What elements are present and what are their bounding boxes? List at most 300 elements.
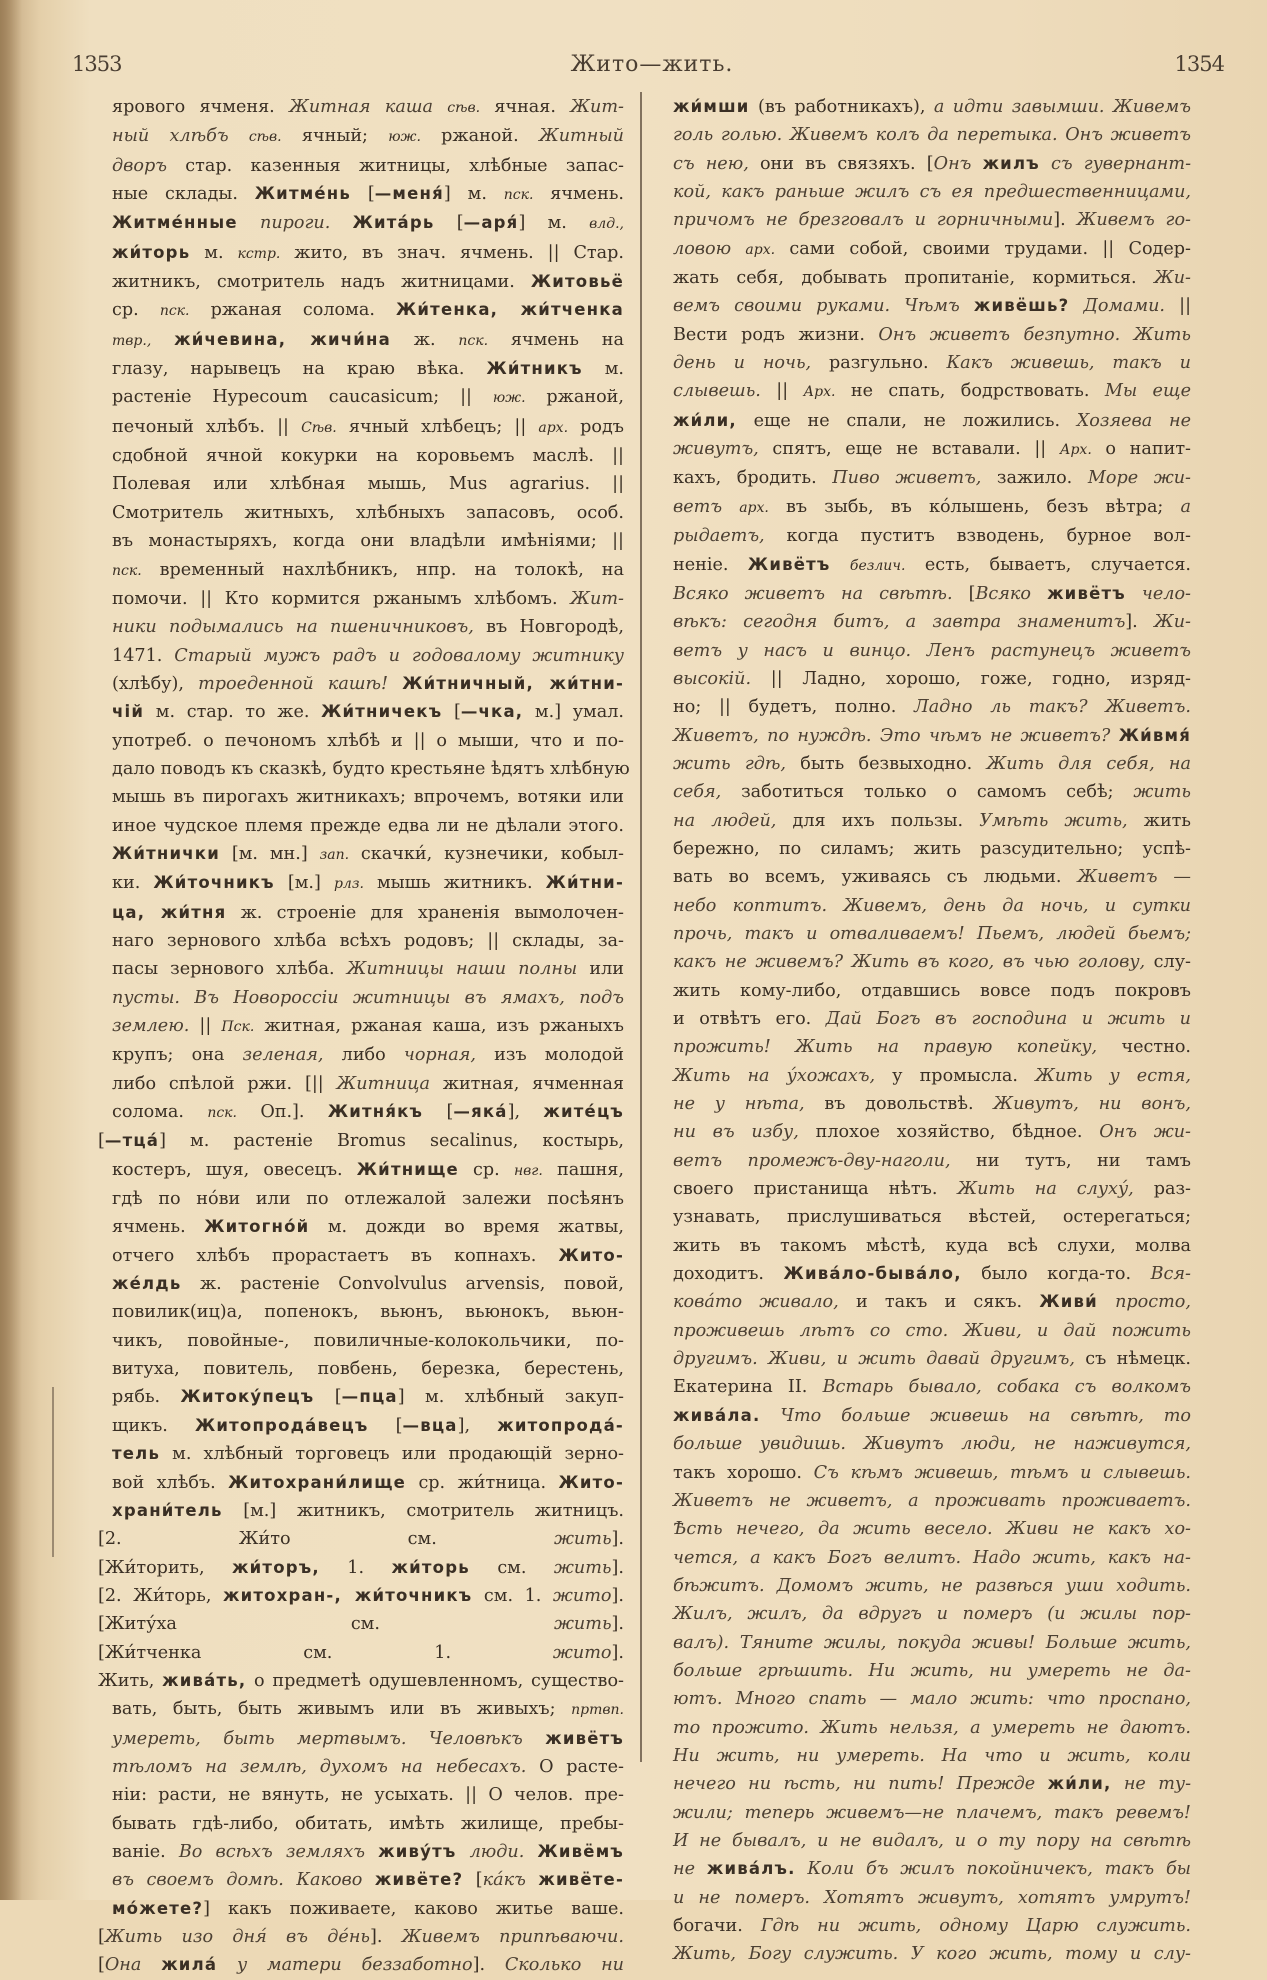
example-text: ветъ <box>673 496 723 517</box>
text-line <box>112 326 624 355</box>
text-line <box>673 637 1191 665</box>
definition-text: ] м. растеніе Bromus secalinus, костырь, <box>159 1131 624 1152</box>
headword: Житоку́пецъ <box>180 1387 315 1407</box>
definition-text: ] м. <box>443 184 504 205</box>
definition-text: зажило. <box>981 468 1088 489</box>
example-text: Жить изо дня́ въ де́нь <box>104 1927 371 1947</box>
left-column <box>98 93 630 1980</box>
example-text: нечего ни ѣсть, ни пить! Прежде <box>673 1774 1036 1795</box>
definition-text: пашня, <box>542 1159 624 1180</box>
definition-text: либо спѣлой ржи. [|| <box>112 1073 337 1094</box>
text-line <box>112 1156 624 1185</box>
text-line <box>112 927 624 955</box>
definition-text: не спать, бодрствовать. <box>835 381 1105 402</box>
example-text: небо коптитъ. Живемъ, день да ночь, и сутки <box>673 895 1191 916</box>
text-line <box>673 1260 1191 1288</box>
definition-text <box>1098 1292 1115 1312</box>
headword: жи́чевина, жичи́на <box>174 329 391 349</box>
region-abbrev: влд., <box>589 216 624 233</box>
text-line <box>98 1923 624 1951</box>
text-line <box>98 1951 624 1979</box>
headword: чій <box>112 702 145 722</box>
text-line <box>112 1695 624 1724</box>
definition-text <box>523 1729 545 1749</box>
text-line <box>112 1866 624 1894</box>
definition-text: 1. <box>319 1557 392 1578</box>
text-line <box>112 239 624 268</box>
definition-text: узнавать, прислушиваться вѣстей, остерегаться; <box>673 1207 1191 1228</box>
region-abbrev: пск. <box>159 303 190 320</box>
definition-text: ж. растеніе Convolvulus arvensis, повой, <box>181 1274 624 1295</box>
definition-text: ки. <box>112 873 154 894</box>
text-line <box>112 122 624 151</box>
definition-text: въ довольствѣ. <box>804 1094 994 1115</box>
text-line <box>673 1657 1191 1685</box>
headword: живёте- <box>538 1870 624 1890</box>
text-line <box>112 209 624 238</box>
text-line <box>673 1742 1191 1770</box>
definition-text: вать во всемъ, уживаясь съ людьми. <box>673 867 1078 888</box>
headword: Жито- <box>558 1472 624 1492</box>
example-text: кой, какъ раньше жилъ съ ея предшественницами, <box>673 182 1191 203</box>
example-text: бѣжитъ. Домомъ жить, не развѣся уши ходить. <box>673 1575 1191 1596</box>
example-text: Хозяева не <box>1076 410 1191 431</box>
example-text: проживешь лѣтъ со сто. Живи, и дай пожить <box>673 1320 1191 1341</box>
definition-text <box>362 1870 375 1890</box>
example-text: люди. <box>469 1841 525 1862</box>
example-text: рыдаетъ, <box>673 526 765 547</box>
text-line <box>673 863 1191 891</box>
definition-text <box>731 239 745 259</box>
page-number-left: 1353 <box>72 52 122 76</box>
region-abbrev: кстр. <box>237 245 281 262</box>
text-line <box>673 435 1191 464</box>
headword: жи́ли, <box>673 410 737 430</box>
definition-text: съ нѣмецк. <box>1074 1349 1192 1370</box>
definition-text: ср. жи́тница. <box>406 1472 559 1493</box>
example-text: ютъ. Много спать — мало жить: что проспано, <box>673 1689 1191 1710</box>
example-text: прожить! Жить на правую копейку, <box>673 1037 1098 1058</box>
definition-text: и такъ и сякъ. <box>838 1292 1040 1313</box>
text-line <box>673 1203 1191 1231</box>
definition-text: ячная. <box>480 97 571 117</box>
example-text: жить <box>553 1614 612 1635</box>
region-abbrev: безлич. <box>849 557 906 574</box>
definition-text <box>330 213 352 233</box>
example-text: Ни жить, ни умереть. На что и жить, коли <box>673 1745 1191 1766</box>
definition-text: быть безвыходно. <box>786 753 987 774</box>
definition-text: заботиться только о самомъ себѣ; <box>721 782 1134 803</box>
headword: жива́лъ. <box>706 1859 796 1879</box>
page-header <box>72 52 1232 80</box>
region-abbrev: рлз. <box>333 876 364 893</box>
text-line <box>112 268 624 296</box>
definition-text: ни тутъ, ни тамъ <box>950 1150 1191 1171</box>
definition-text: м. стар. то же. <box>144 702 322 723</box>
definition-text: неніе. <box>673 554 748 575</box>
column-divider <box>640 92 642 1762</box>
definition-text: мышь въ пирогахъ житникахъ; впрочемъ, вотяки или <box>112 787 624 808</box>
text-line <box>112 670 624 698</box>
text-line <box>673 1033 1191 1061</box>
definition-text: см. <box>469 1557 554 1578</box>
text-line <box>673 264 1191 292</box>
definition-text <box>388 674 402 694</box>
definition-text: Оп.]. <box>236 1102 328 1123</box>
example-text: чело- <box>1141 583 1191 604</box>
definition-text: ржаная солома. <box>189 300 397 321</box>
example-text: Жи- <box>1153 612 1191 633</box>
definition-text: ніи: расти, не вянуть, не усыхать. || О челов. пре- <box>112 1785 624 1806</box>
definition-text: [м.] житникъ, смотритель житницъ. <box>222 1500 624 1521</box>
headword: —тца́ <box>104 1131 160 1151</box>
headword: живётъ <box>1047 583 1126 603</box>
definition-text: разгульно. <box>811 353 947 374</box>
example-text: дворъ <box>112 155 167 176</box>
text-line <box>112 613 624 641</box>
definition-text: бережно, по силамъ; жить разсудительно; успѣ- <box>673 838 1191 859</box>
definition-text: кахъ, бродить. <box>673 468 833 489</box>
text-line <box>673 1430 1191 1458</box>
example-text: у матери беззаботно <box>236 1955 473 1976</box>
text-line <box>98 1127 624 1155</box>
region-abbrev: Арх. <box>1059 442 1092 459</box>
example-text: Дай Богъ въ господина и жить и <box>825 1009 1191 1029</box>
definition-text: у промысла. <box>875 1065 1036 1086</box>
text-line <box>112 1242 624 1270</box>
example-text: Всяко <box>975 583 1032 604</box>
example-text: а <box>1180 496 1191 517</box>
text-line <box>673 551 1191 580</box>
text-line <box>673 977 1191 1005</box>
definition-text: [ <box>98 1131 105 1152</box>
region-abbrev: арх. <box>739 499 769 516</box>
text-line <box>112 527 624 555</box>
text-line <box>673 1373 1191 1401</box>
example-text: чется, а какъ Богъ велитъ. Надо жить, какъ на- <box>673 1547 1191 1568</box>
definition-text: ные склады. <box>112 184 255 205</box>
headword: живёшь? <box>973 296 1070 316</box>
example-text: пусты. Въ Новороссіи житницы въ ямахъ, подъ <box>112 987 624 1008</box>
region-abbrev: пск. <box>503 187 534 204</box>
definition-text: своего пристанища нѣтъ. <box>673 1179 958 1200</box>
headword: Жи́точникъ <box>153 873 275 893</box>
headword: жи́мши <box>673 97 750 116</box>
region-abbrev: сѣв. <box>248 129 282 146</box>
definition-text: рябь. <box>112 1387 181 1408</box>
text-line <box>112 180 624 209</box>
definition-text: [ <box>952 583 976 604</box>
text-line <box>673 608 1191 636</box>
text-line <box>112 1412 624 1440</box>
example-text: Живемъ припѣваючи. <box>401 1927 624 1947</box>
example-text: И не бывалъ, и не видалъ, и о ту пору на свѣтѣ <box>673 1830 1191 1851</box>
text-line <box>112 1725 624 1753</box>
definition-text: богачи. <box>673 1916 761 1936</box>
text-line <box>673 1005 1191 1033</box>
definition-text: растеніе Hypecoum caucasicum; || <box>112 387 493 408</box>
definition-text: [ <box>463 1870 483 1891</box>
definition-text: [ <box>98 1927 105 1947</box>
example-text: Встарь бывало, собака съ волкомъ <box>822 1377 1192 1398</box>
example-text: Сколько ни <box>504 1955 624 1976</box>
definition-text <box>238 213 260 233</box>
headword: жи́торь <box>391 1557 470 1577</box>
definition-text <box>796 1859 808 1879</box>
text-line <box>112 1185 624 1213</box>
definition-text: такъ хорошо. <box>673 1462 814 1483</box>
text-line <box>112 1753 624 1781</box>
definition-text: гдѣ по но́ви или по отлежалой залежи посѣянъ <box>112 1189 624 1210</box>
text-line <box>112 642 624 670</box>
example-text: какъ не живемъ? Жить въ кого, въ чью голову, <box>673 952 1146 973</box>
headword: жи́торь <box>112 242 191 262</box>
definition-text: сдобной ячной кокурки на коровьемъ маслѣ. || <box>112 446 624 467</box>
definition-text: было когда-то. <box>961 1264 1151 1285</box>
text-line <box>98 1610 624 1638</box>
definition-text: плохое хозяйство, бѣдное. <box>798 1122 1100 1143</box>
definition-text: [Житу́ха см. <box>98 1614 554 1635</box>
region-abbrev: Сѣв. <box>301 419 337 436</box>
example-text: Во всѣхъ земляхъ <box>178 1841 365 1862</box>
example-text: Пиво живетъ, <box>832 468 982 489</box>
example-text: Какъ живешь, такъ и <box>946 353 1191 374</box>
page-number-right: 1354 <box>1174 52 1224 76</box>
example-text: больше грѣшить. Ни жить, ни умереть не да- <box>673 1660 1191 1681</box>
example-text: ловою <box>673 238 732 259</box>
headword: мо́жете? <box>112 1898 204 1918</box>
definition-text: помочи. || Кто кормится ржанымъ хлѣбомъ. <box>112 588 571 609</box>
text-line <box>112 869 624 898</box>
text-line <box>673 1799 1191 1827</box>
definition-text: для ихъ пользы. <box>776 810 980 831</box>
text-line <box>112 755 630 783</box>
headword: Житогно́й <box>204 1217 310 1237</box>
text-line <box>673 464 1191 492</box>
definition-text: житная, ячменная <box>429 1073 624 1094</box>
definition-text: доходитъ. <box>673 1264 784 1285</box>
text-line <box>673 778 1191 806</box>
definition-text: житникъ, смотритель надъ житницами. <box>112 272 531 293</box>
text-line <box>112 355 624 383</box>
text-line <box>98 1554 624 1582</box>
definition-text: (хлѣбу), <box>112 673 199 694</box>
example-text: Коли бъ жилъ покойничекъ, такъ бы <box>807 1859 1192 1880</box>
headword: тель <box>112 1444 161 1464</box>
headword: —аря́ <box>463 213 519 233</box>
definition-text: ]. <box>611 1529 624 1550</box>
text-line <box>673 1345 1191 1373</box>
headword: жите́цъ <box>543 1102 624 1122</box>
text-line <box>112 1298 624 1326</box>
headword: Жи́тенка, жи́тченка <box>396 300 624 320</box>
definition-text: Полевая или хлѣбная мышь, Mus agrarius. || <box>112 474 624 495</box>
definition-text: ж. строеніе для храненія вымолочен- <box>226 902 625 923</box>
definition-text: въ зыбь, въ ко́лышень, безъ вѣтра; <box>768 496 1181 517</box>
example-text: троеденной кашѣ! <box>198 673 389 694</box>
example-text: причомъ не брезговалъ и горничными <box>673 210 1054 231</box>
definition-text: въ Новгородѣ, <box>473 617 624 638</box>
example-text: не у нѣта, <box>673 1094 805 1115</box>
region-abbrev: нвг. <box>513 1162 543 1179</box>
text-line <box>112 840 624 869</box>
example-text: Жилъ, жилъ, да вдругъ и померъ (и жилы пор- <box>673 1604 1191 1625</box>
example-text: больше увидишь. Живутъ люди, не наживутся, <box>673 1434 1191 1455</box>
text-line <box>112 296 624 325</box>
example-text: Вся- <box>1150 1264 1191 1285</box>
example-text: Житницы наши полны <box>346 959 578 980</box>
example-text: кова́то живало, <box>673 1292 839 1313</box>
text-line <box>112 1270 624 1298</box>
text-line <box>673 349 1191 377</box>
margin-bracket <box>52 1387 54 1557</box>
definition-text: см. 1. <box>472 1585 553 1606</box>
text-line <box>112 1469 624 1497</box>
example-text: Онъ <box>933 153 972 174</box>
example-text: Живутъ, ни вонъ, <box>993 1094 1191 1115</box>
definition-text: жить <box>1127 810 1191 831</box>
headword: —пца <box>341 1387 398 1407</box>
definition-text: и отвѣтъ его. <box>673 1009 826 1029</box>
definition-text: раз- <box>1133 1179 1192 1200</box>
example-text: зеленая, <box>242 1045 324 1066</box>
example-text: Ладно ль такъ? Живетъ. <box>914 697 1191 718</box>
headword: храни́тель <box>112 1500 223 1520</box>
example-text: Домами. <box>1083 296 1166 317</box>
definition-text: щикъ. <box>112 1415 195 1436</box>
example-text: ветъ промежъ-дву-наголи, <box>673 1150 951 1171</box>
example-text: тѣломъ на землѣ, духомъ на небесахъ. <box>112 1756 527 1777</box>
example-text: вемъ своими руками. Чѣмъ <box>673 296 960 317</box>
definition-text: вать, быть, быть живымъ или въ живыхъ; <box>112 1699 572 1720</box>
definition-text: м. <box>190 242 238 263</box>
region-abbrev: юж. <box>388 129 421 146</box>
example-text: Живетъ не живетъ, а проживать проживаетъ. <box>673 1490 1191 1511</box>
example-text: живутъ, <box>673 439 759 460</box>
text-line <box>673 1317 1191 1345</box>
definition-text: ржаной, <box>525 387 624 408</box>
text-line <box>673 807 1191 835</box>
definition-text: когда пуститъ взводень, бурное вол- <box>764 526 1191 547</box>
definition-text: 1471. <box>112 645 175 666</box>
definition-text: родъ <box>568 416 624 437</box>
text-line <box>112 93 624 122</box>
definition-text <box>456 1842 469 1862</box>
example-text: себя, <box>673 782 722 803</box>
text-line <box>112 1781 624 1809</box>
text-line <box>112 413 624 442</box>
example-text: Онъ живетъ безпутно. Жить <box>878 324 1191 345</box>
definition-text: ж. <box>390 329 459 350</box>
text-line <box>673 522 1191 550</box>
headword: Живёмъ <box>537 1841 624 1861</box>
definition-text: || <box>1165 296 1192 317</box>
definition-text: о предметѣ одушевленномъ, существо- <box>246 1670 624 1691</box>
example-text: пироги. <box>259 213 331 234</box>
example-text: жить гдѣ, <box>673 753 787 774</box>
example-text: прочь, такъ и отваливаемъ! Пьемъ, людей бьемъ; <box>673 923 1191 944</box>
definition-text: еще не спали, не ложились. <box>736 410 1077 431</box>
text-line <box>673 1118 1191 1146</box>
region-abbrev: пртвп. <box>571 1702 624 1719</box>
headword: жива́ла. <box>673 1405 761 1425</box>
example-text: жито <box>552 1642 612 1663</box>
headword: —яка́ <box>453 1102 508 1122</box>
definition-text: ср. <box>458 1159 514 1180</box>
definition-text: Вести родъ жизни. <box>673 324 879 345</box>
definition-text: ]. <box>611 1585 624 1606</box>
definition-text: глазу, нарывецъ на краю вѣка. <box>112 359 487 380</box>
definition-text <box>141 1955 161 1975</box>
definition-text: ]. <box>611 1614 624 1635</box>
definition-text <box>1110 726 1118 746</box>
definition-text: [ <box>351 184 375 205</box>
definition-text: или <box>577 959 624 980</box>
text-line <box>673 1090 1191 1118</box>
definition-text: въ монастыряхъ, когда они владѣли имѣніями; || <box>112 531 624 552</box>
definition-text: || <box>189 1016 222 1036</box>
text-line <box>673 178 1191 206</box>
definition-text: ячмень. <box>533 184 624 205</box>
headword: жи́торъ, <box>232 1557 320 1577</box>
example-text: и не померъ. Хотятъ живутъ, хотятъ умрутъ! <box>673 1887 1191 1908</box>
right-column <box>673 93 1191 1969</box>
definition-text: [м.] <box>274 873 334 894</box>
headword: Жито- <box>558 1245 624 1265</box>
example-text: то прожито. Жить нельзя, а умереть не даютъ. <box>673 1717 1191 1738</box>
definition-text: пасы зернового хлѣба. <box>112 959 347 980</box>
text-line <box>673 1147 1191 1175</box>
definition-text: [ <box>423 1102 454 1123</box>
example-text: Жить у естя, <box>1035 1065 1191 1086</box>
text-line <box>673 1402 1191 1430</box>
definition-text: иное чудское племя прежде едва ли не дѣлали этого. <box>112 815 624 836</box>
text-line <box>98 1667 624 1695</box>
example-text: высокій. <box>673 668 752 689</box>
example-text: жито <box>552 1585 612 1606</box>
headword: живу́тъ <box>378 1841 457 1861</box>
definition-text <box>830 555 849 575</box>
headword: Житопрода́вецъ <box>195 1415 369 1435</box>
text-line <box>673 1062 1191 1090</box>
example-text: день и ночь, <box>673 353 812 374</box>
definition-text: [2. Жи́то см. <box>98 1529 554 1550</box>
text-line <box>673 407 1191 435</box>
definition-text: [Жи́тченка см. 1. <box>98 1642 553 1663</box>
text-line <box>112 783 624 811</box>
headword: житохран-, жи́точникъ <box>222 1585 473 1605</box>
text-line <box>112 1327 624 1355</box>
headword: живётъ <box>545 1728 624 1748</box>
headword: Жи́тничекъ <box>321 702 443 722</box>
definition-text: слу- <box>1145 952 1191 973</box>
definition-text: ячный; <box>281 126 389 147</box>
text-line <box>673 835 1191 863</box>
headword: Жита́рь <box>352 213 435 233</box>
definition-text: печоный хлѣбъ. || <box>112 416 302 437</box>
example-text: Онъ жи- <box>1099 1122 1191 1143</box>
text-line <box>112 955 624 983</box>
example-text: чорная, <box>403 1045 476 1066</box>
text-line <box>112 1355 624 1383</box>
definition-text <box>960 296 974 316</box>
example-text: Жить для себя, на <box>986 753 1192 774</box>
headword: живёте? <box>374 1870 464 1890</box>
definition-text: костеръ, шуя, овесецъ. <box>112 1159 357 1180</box>
text-line <box>112 1383 624 1411</box>
example-text: Она <box>104 1955 142 1976</box>
definition-text: [ <box>98 1955 105 1976</box>
